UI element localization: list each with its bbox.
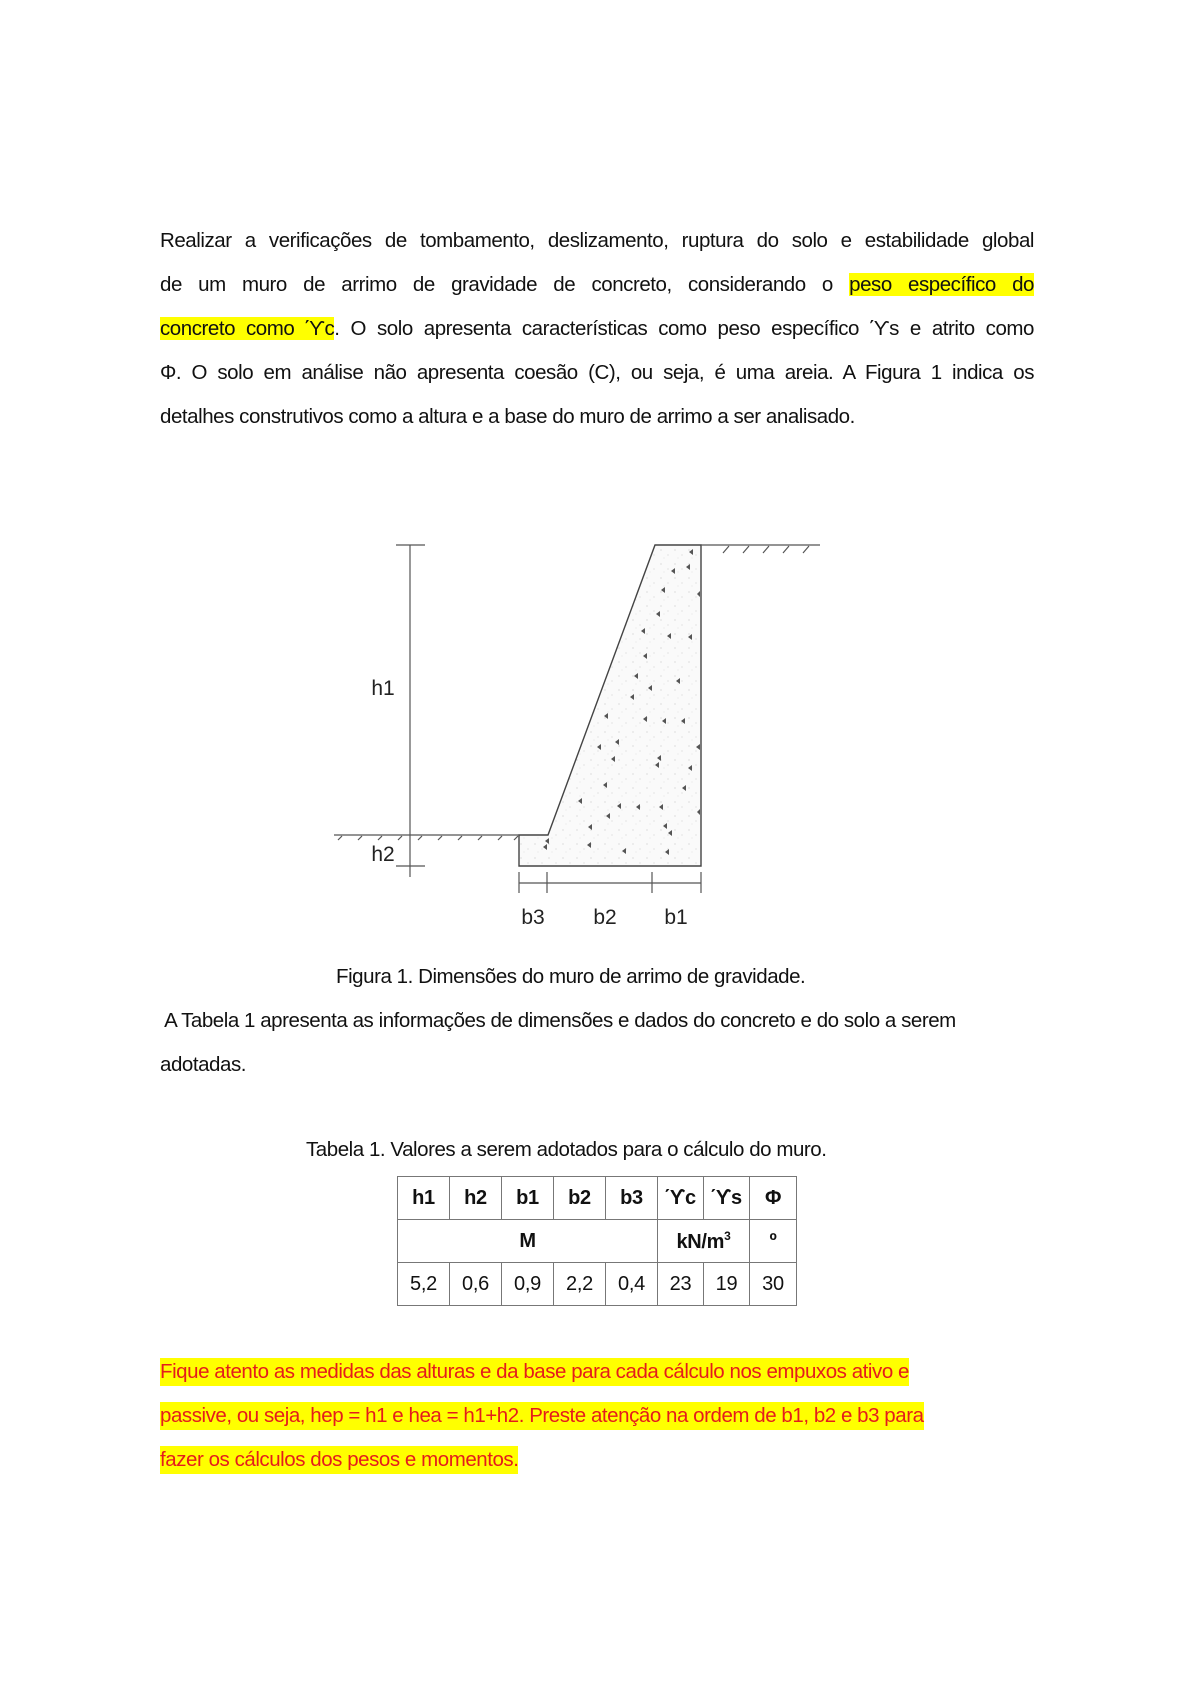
- table-values-row: [398, 1263, 797, 1306]
- h2-label: h2: [371, 843, 395, 866]
- unit-weight: [658, 1220, 750, 1263]
- value-h1: 5,2: [398, 1263, 450, 1306]
- figure-caption: Figura 1. Dimensões do muro de arrimo de gravidade.: [336, 965, 806, 988]
- warning-text: Fique atento as medidas das alturas e da base para cada cálculo nos empuxos ativo e: [160, 1358, 909, 1386]
- header-phi: Φ: [750, 1177, 797, 1220]
- table-intro-line-1: A Tabela 1 apresenta as informações de dimensões e dados do concreto e do solo a serem: [160, 1009, 956, 1032]
- header-h2: h2: [450, 1177, 502, 1220]
- header-gamma-s: ϓs: [704, 1177, 750, 1220]
- value-b3: 0,4: [606, 1263, 658, 1306]
- warning-line-2: [160, 1394, 924, 1438]
- highlighted-text: peso específico do: [849, 273, 1034, 296]
- table-caption: Tabela 1. Valores a serem adotados para o cálculo do muro.: [306, 1138, 827, 1161]
- warning-line-3: [160, 1438, 924, 1482]
- value-h2: 0,6: [450, 1263, 502, 1306]
- warning-note: [160, 1350, 924, 1482]
- values-table: [397, 1176, 797, 1306]
- header-b3: b3: [606, 1177, 658, 1220]
- warning-text: fazer os cálculos dos pesos e momentos.: [160, 1446, 518, 1474]
- unit-weight-exponent: 3: [724, 1228, 731, 1243]
- intro-text: detalhes construtivos como a altura e a base do muro de arrimo a ser analisado.: [160, 405, 855, 428]
- table-units-row: [398, 1220, 797, 1263]
- warning-text: passive, ou seja, hep = h1 e hea = h1+h2. Preste atenção na ordem de b1, b2 e b3 para: [160, 1402, 924, 1430]
- table-header-row: [398, 1177, 797, 1220]
- height-dimension-line: [396, 545, 425, 877]
- value-b2: 2,2: [554, 1263, 606, 1306]
- unit-angle: º: [750, 1220, 797, 1263]
- table-intro-line-2: adotadas.: [160, 1053, 246, 1076]
- header-b1: b1: [502, 1177, 554, 1220]
- header-h1: h1: [398, 1177, 450, 1220]
- b3-label: b3: [521, 906, 545, 929]
- highlighted-text: concreto como ϓc: [160, 317, 335, 340]
- front-ground-line: [334, 835, 519, 840]
- intro-text: . O solo apresenta características como peso específico ϓs e atrito como: [334, 317, 1034, 340]
- b1-label: b1: [664, 906, 688, 929]
- base-dimension-line: [519, 872, 701, 893]
- unit-length: M: [398, 1220, 658, 1263]
- header-b2: b2: [554, 1177, 606, 1220]
- backfill-ground-line: [701, 545, 820, 553]
- warning-line-1: [160, 1350, 924, 1394]
- unit-weight-base: kN/m: [676, 1230, 725, 1253]
- header-gamma-c: ϓc: [658, 1177, 704, 1220]
- intro-text: de um muro de arrimo de gravidade de concreto, considerando o: [160, 273, 850, 296]
- b2-label: b2: [593, 906, 617, 929]
- intro-text: Φ. O solo em análise não apresenta coesão (C), ou seja, é uma areia. A Figura 1 indica os: [160, 361, 1034, 384]
- value-phi: 30: [750, 1263, 797, 1306]
- value-b1: 0,9: [502, 1263, 554, 1306]
- value-gamma-s: 19: [704, 1263, 750, 1306]
- h1-label: h1: [371, 677, 395, 700]
- value-gamma-c: 23: [658, 1263, 704, 1306]
- wall-body: [519, 545, 701, 866]
- intro-text: Realizar a verificações de tombamento, deslizamento, ruptura do solo e estabilidade global: [160, 229, 1034, 252]
